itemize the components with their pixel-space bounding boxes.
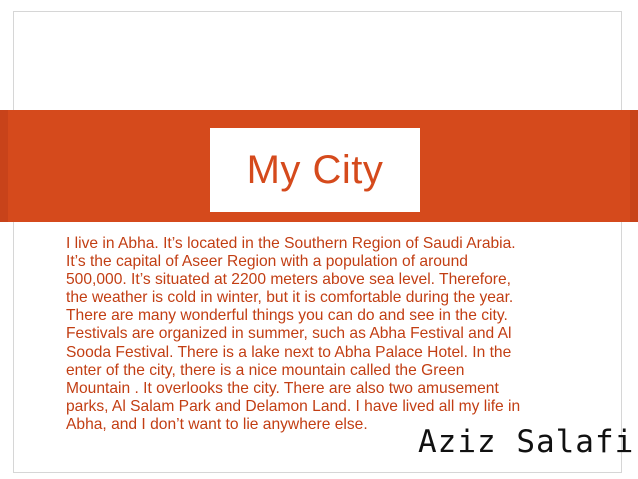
body-line: 500,000. It’s situated at 2200 meters above sea level. Therefore,: [66, 271, 511, 289]
slide-title: My City: [246, 147, 384, 192]
body-line: I live in Abha. It’s located in the Southern Region of Saudi Arabia.: [66, 235, 516, 252]
body-line: enter of the city, there is a nice mountain called the Green: [66, 361, 465, 379]
body-line: the weather is cold in winter, but it is comfortable during the year.: [66, 289, 514, 307]
body-paragraph: [66, 235, 586, 434]
body-line: Abha, and I don’t want to lie anywhere else.: [66, 415, 368, 433]
body-line: Sooda Festival. There is a lake next to Abha Palace Hotel. In the: [66, 343, 512, 361]
body-line: It’s the capital of Aseer Region with a population of around: [66, 253, 468, 271]
title-box: [210, 128, 420, 212]
author-name: Aziz Salafi: [418, 424, 635, 460]
title-band-right-edge: [630, 110, 638, 222]
body-line: There are many wonderful things you can do and see in the city.: [66, 307, 508, 325]
body-line: Mountain . It overlooks the city. There are also two amusement: [66, 379, 499, 397]
title-band-left-edge: [0, 110, 8, 222]
body-line: parks, Al Salam Park and Delamon Land. I have lived all my life in: [66, 397, 521, 415]
body-line: Festivals are organized in summer, such as Abha Festival and Al: [66, 325, 512, 343]
